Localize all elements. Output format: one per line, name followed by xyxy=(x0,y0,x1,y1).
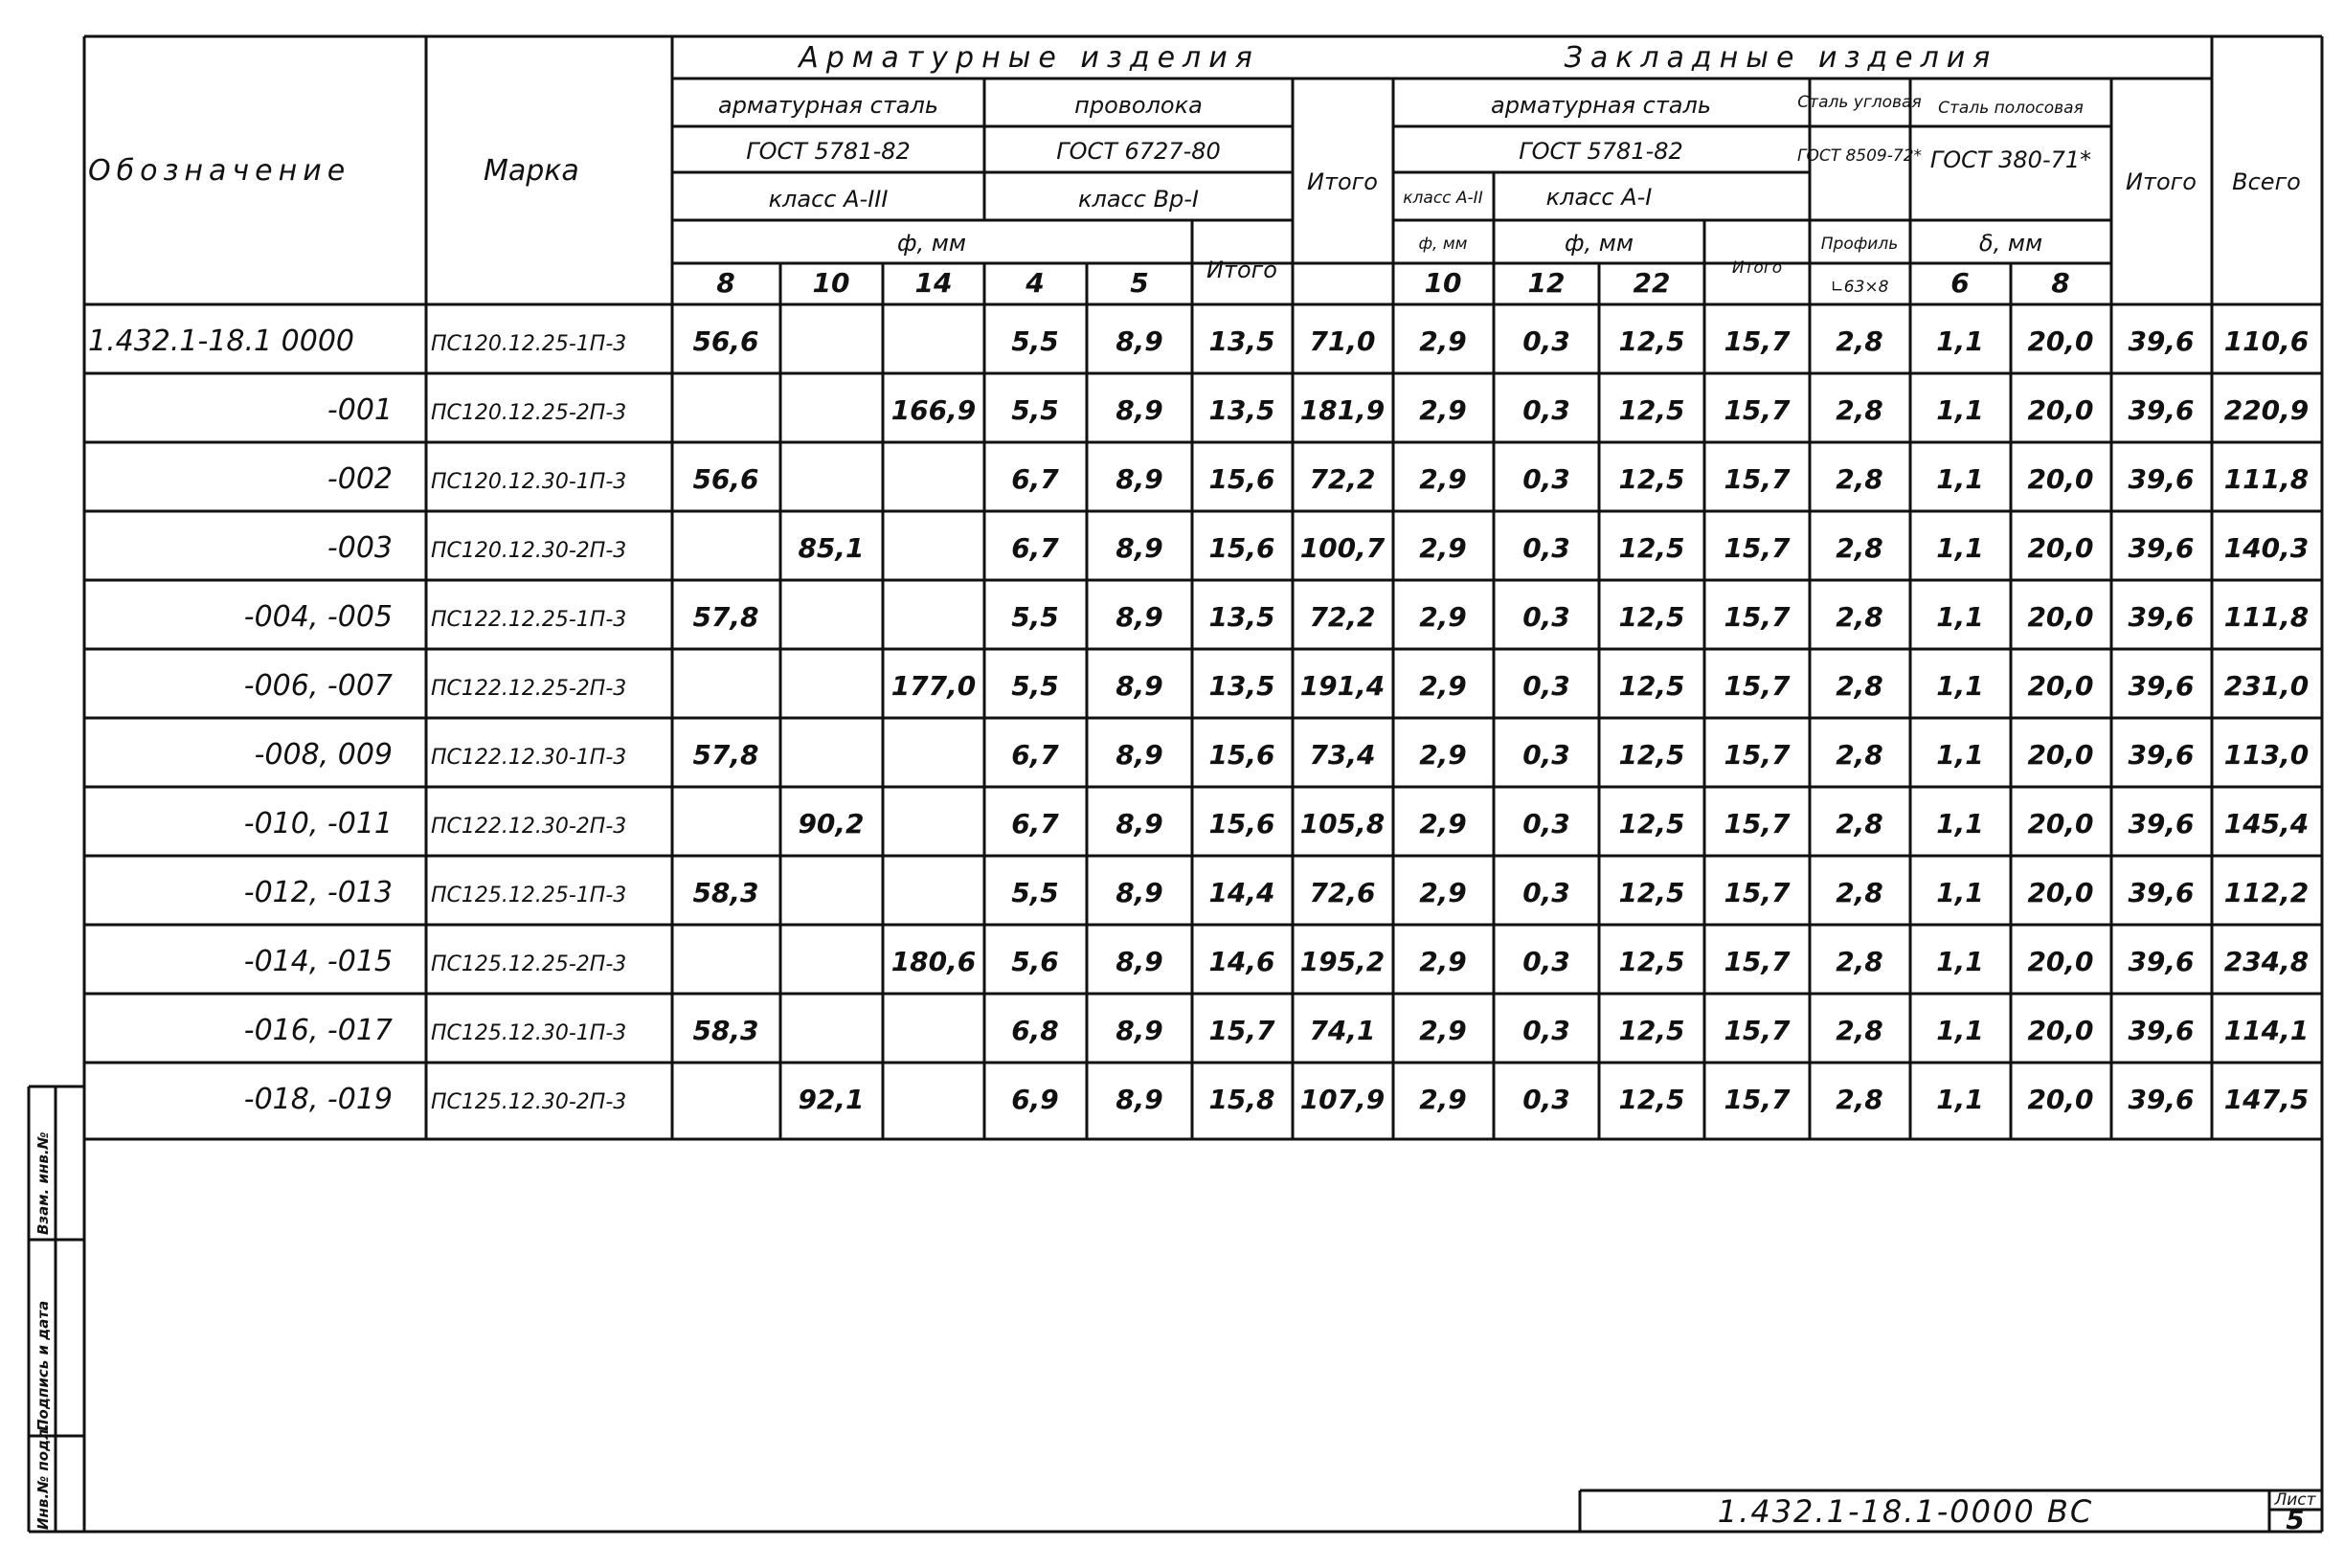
row-cell: 8,9 xyxy=(1116,463,1163,495)
row-cell: 2,8 xyxy=(1836,670,1883,702)
row-mark: ПС120.12.25-2П-3 xyxy=(431,401,627,425)
row-cell: 0,3 xyxy=(1522,808,1570,840)
row-cell: 5,5 xyxy=(1011,394,1059,426)
header-dia-14: 14 xyxy=(914,267,953,299)
row-cell: 20,0 xyxy=(2027,808,2094,840)
header-dia-10: 10 xyxy=(812,267,850,299)
row-cell: 15,7 xyxy=(1724,877,1791,908)
row-cell: 1,1 xyxy=(1936,463,1984,495)
row-cell: 2,9 xyxy=(1419,1015,1467,1046)
row-mark: ПС122.12.25-2П-3 xyxy=(431,677,627,701)
row-cell: 2,8 xyxy=(1836,394,1883,426)
table-row xyxy=(244,600,2310,634)
row-cell: 1,1 xyxy=(1936,394,1984,426)
header-strip-steel: Сталь полосовая xyxy=(1938,99,2084,118)
frame xyxy=(29,36,2322,1532)
row-cell: 8,9 xyxy=(1116,670,1163,702)
row-cell: 57,8 xyxy=(692,601,759,633)
row-cell: 15,7 xyxy=(1724,1015,1791,1046)
row-cell: 1,1 xyxy=(1936,946,1984,977)
row-cell: 56,6 xyxy=(692,325,759,357)
row-cell: 12,5 xyxy=(1618,808,1685,840)
row-cell: 39,6 xyxy=(2128,877,2195,908)
row-cell: 15,7 xyxy=(1724,601,1791,633)
header-emb-total: Итого xyxy=(2126,168,2197,195)
header-armature-group: Арматурные изделия xyxy=(799,41,1260,75)
row-cell: 2,8 xyxy=(1836,946,1883,977)
header-emb-arm-gost: ГОСТ 5781-82 xyxy=(1519,138,1683,165)
row-cell: 2,9 xyxy=(1419,670,1467,702)
row-cell: 6,7 xyxy=(1011,463,1059,495)
row-cell: 39,6 xyxy=(2128,670,2195,702)
row-cell: 74,1 xyxy=(1309,1015,1376,1046)
row-cell: 1,1 xyxy=(1936,532,1984,564)
row-cell: 20,0 xyxy=(2027,670,2094,702)
row-designation: -012, -013 xyxy=(243,876,393,909)
header-emb-dia-10: 10 xyxy=(1424,267,1462,299)
row-designation: -016, -017 xyxy=(243,1014,393,1047)
row-cell: 12,5 xyxy=(1618,670,1685,702)
row-cell: 5,5 xyxy=(1011,325,1059,357)
row-cell: 13,5 xyxy=(1208,601,1275,633)
row-mark: ПС120.12.25-1П-3 xyxy=(431,332,627,356)
row-mark: ПС120.12.30-1П-3 xyxy=(431,470,627,494)
row-cell: 12,5 xyxy=(1618,325,1685,357)
header-angle-steel: Сталь угловая xyxy=(1797,93,1922,112)
row-cell: 12,5 xyxy=(1618,1015,1685,1046)
row-cell: 12,5 xyxy=(1618,532,1685,564)
header-emb-diameter-1: ф, мм xyxy=(1418,235,1468,254)
row-cell: 57,8 xyxy=(692,739,759,771)
row-cell: 6,8 xyxy=(1011,1015,1059,1046)
table-row xyxy=(244,1083,2310,1116)
row-cell: 1,1 xyxy=(1936,670,1984,702)
header-dia-5: 5 xyxy=(1130,267,1149,299)
row-cell: 2,8 xyxy=(1836,463,1883,495)
row-cell: 90,2 xyxy=(798,808,865,840)
row-cell: 12,5 xyxy=(1618,739,1685,771)
row-cell: 1,1 xyxy=(1936,1084,1984,1115)
row-cell: 195,2 xyxy=(1299,946,1386,977)
row-cell: 8,9 xyxy=(1116,739,1163,771)
header-grid xyxy=(84,36,2322,1139)
row-cell: 85,1 xyxy=(798,532,865,564)
table-row xyxy=(244,876,2310,909)
row-cell: 58,3 xyxy=(692,877,759,908)
row-cell: 20,0 xyxy=(2027,877,2094,908)
header-arm-wire-total: Итого xyxy=(1206,257,1277,283)
row-cell: 1,1 xyxy=(1936,601,1984,633)
row-cell: 0,3 xyxy=(1522,532,1570,564)
row-cell: 58,3 xyxy=(692,1015,759,1046)
table-row xyxy=(244,669,2310,703)
table-row xyxy=(255,738,2310,772)
row-cell: 0,3 xyxy=(1522,877,1570,908)
row-cell: 39,6 xyxy=(2128,1084,2195,1115)
row-cell: 2,8 xyxy=(1836,532,1883,564)
header-dia-4: 4 xyxy=(1026,267,1045,299)
row-cell: 20,0 xyxy=(2027,601,2094,633)
header-wire-gost: ГОСТ 6727-80 xyxy=(1056,138,1221,165)
header-wire-class: класс Вр-I xyxy=(1078,186,1199,213)
row-cell: 20,0 xyxy=(2027,463,2094,495)
side-stamp-dup-inv: Взам. инв.№ xyxy=(34,1131,52,1235)
row-cell: 2,9 xyxy=(1419,325,1467,357)
header-strip-gost: ГОСТ 380-71* xyxy=(1929,146,2092,173)
row-cell: 0,3 xyxy=(1522,463,1570,495)
row-cell: 6,7 xyxy=(1011,532,1059,564)
row-cell: 2,9 xyxy=(1419,394,1467,426)
row-cell: 5,5 xyxy=(1011,670,1059,702)
row-designation: -001 xyxy=(327,393,393,427)
header-arm-diameter: ф, мм xyxy=(897,230,966,257)
header-mark: Марка xyxy=(484,154,579,188)
row-cell: 39,6 xyxy=(2128,808,2195,840)
row-designation: -006, -007 xyxy=(243,669,393,703)
row-cell: 12,5 xyxy=(1618,877,1685,908)
row-cell: 15,7 xyxy=(1724,394,1791,426)
header-emb-diameter-2: ф, мм xyxy=(1565,230,1634,257)
header-emb-class-1: класс А-I xyxy=(1545,184,1653,211)
row-cell: 12,5 xyxy=(1618,946,1685,977)
row-cell: 231,0 xyxy=(2223,670,2310,702)
row-cell: 12,5 xyxy=(1618,601,1685,633)
row-cell: 15,7 xyxy=(1724,463,1791,495)
row-cell: 107,9 xyxy=(1299,1084,1386,1115)
row-cell: 8,9 xyxy=(1116,325,1163,357)
row-cell: 39,6 xyxy=(2128,946,2195,977)
side-stamp-orig-inv: Инв.№ подл. xyxy=(34,1423,52,1530)
row-cell: 8,9 xyxy=(1116,946,1163,977)
row-cell: 191,4 xyxy=(1299,670,1386,702)
document-code: 1.432.1-18.1-0000 ВС xyxy=(1717,1493,2094,1530)
row-cell: 0,3 xyxy=(1522,739,1570,771)
row-cell: 39,6 xyxy=(2128,739,2195,771)
row-mark: ПС122.12.25-1П-3 xyxy=(431,608,627,632)
row-cell: 0,3 xyxy=(1522,1015,1570,1046)
row-cell: 15,6 xyxy=(1208,739,1275,771)
body-grid xyxy=(84,373,2322,1139)
row-cell: 8,9 xyxy=(1116,532,1163,564)
row-designation: -003 xyxy=(327,531,393,565)
header-strip-8: 8 xyxy=(2051,267,2070,299)
row-cell: 92,1 xyxy=(798,1084,865,1115)
row-cell: 180,6 xyxy=(890,946,977,977)
header-arm-steel-gost: ГОСТ 5781-82 xyxy=(746,138,911,165)
row-cell: 147,5 xyxy=(2223,1084,2310,1115)
row-cell: 114,1 xyxy=(2223,1015,2310,1046)
row-cell: 39,6 xyxy=(2128,601,2195,633)
row-cell: 110,6 xyxy=(2223,325,2310,357)
row-cell: 1,1 xyxy=(1936,325,1984,357)
row-cell: 8,9 xyxy=(1116,877,1163,908)
header-designation: Обозначение xyxy=(88,154,351,188)
row-cell: 8,9 xyxy=(1116,601,1163,633)
row-mark: ПС125.12.30-2П-3 xyxy=(431,1090,627,1114)
row-cell: 0,3 xyxy=(1522,670,1570,702)
header-grand-total: Всего xyxy=(2232,168,2301,195)
row-cell: 15,7 xyxy=(1724,670,1791,702)
row-cell: 20,0 xyxy=(2027,325,2094,357)
row-cell: 12,5 xyxy=(1618,1084,1685,1115)
row-cell: 56,6 xyxy=(692,463,759,495)
header-angle-gost: ГОСТ 8509-72* xyxy=(1796,146,1923,166)
row-cell: 13,5 xyxy=(1208,670,1275,702)
row-cell: 15,6 xyxy=(1208,808,1275,840)
row-cell: 1,1 xyxy=(1936,877,1984,908)
row-mark: ПС125.12.30-1П-3 xyxy=(431,1021,627,1045)
row-mark: ПС120.12.30-2П-3 xyxy=(431,539,627,563)
row-cell: 15,7 xyxy=(1724,946,1791,977)
row-cell: 2,8 xyxy=(1836,808,1883,840)
row-cell: 15,7 xyxy=(1724,532,1791,564)
row-cell: 39,6 xyxy=(2128,532,2195,564)
row-cell: 15,7 xyxy=(1724,1084,1791,1115)
row-cell: 113,0 xyxy=(2223,739,2310,771)
row-designation: 1.432.1-18.1 0000 xyxy=(88,325,355,358)
row-cell: 20,0 xyxy=(2027,739,2094,771)
row-cell: 145,4 xyxy=(2223,808,2310,840)
row-cell: 2,9 xyxy=(1419,463,1467,495)
row-designation: -008, 009 xyxy=(254,738,393,772)
row-mark: ПС122.12.30-1П-3 xyxy=(431,746,627,770)
row-cell: 12,5 xyxy=(1618,463,1685,495)
row-designation: -018, -019 xyxy=(243,1083,393,1116)
row-mark: ПС125.12.25-2П-3 xyxy=(431,952,627,976)
header-emb-dia-22: 22 xyxy=(1633,267,1671,299)
row-cell: 1,1 xyxy=(1936,739,1984,771)
row-designation: -002 xyxy=(327,462,393,496)
header-emb-arm-steel: арматурная сталь xyxy=(1490,92,1712,119)
header-strip-thickness: δ, мм xyxy=(1978,230,2043,257)
row-mark: ПС125.12.25-1П-3 xyxy=(431,884,627,907)
row-cell: 2,8 xyxy=(1836,1015,1883,1046)
header-dia-8: 8 xyxy=(716,267,735,299)
row-cell: 1,1 xyxy=(1936,808,1984,840)
row-cell: 8,9 xyxy=(1116,394,1163,426)
title-block xyxy=(1580,1490,2322,1535)
row-cell: 2,8 xyxy=(1836,739,1883,771)
header-emb-dia-12: 12 xyxy=(1527,267,1566,299)
row-cell: 234,8 xyxy=(2223,946,2310,977)
row-cell: 39,6 xyxy=(2128,394,2195,426)
row-cell: 8,9 xyxy=(1116,808,1163,840)
row-cell: 181,9 xyxy=(1299,394,1386,426)
row-cell: 0,3 xyxy=(1522,946,1570,977)
row-cell: 72,2 xyxy=(1309,601,1376,633)
row-cell: 2,9 xyxy=(1419,1084,1467,1115)
row-cell: 6,9 xyxy=(1011,1084,1059,1115)
header-embedded-group: Закладные изделия xyxy=(1564,41,1998,75)
row-cell: 8,9 xyxy=(1116,1015,1163,1046)
row-cell: 220,9 xyxy=(2223,394,2310,426)
row-cell: 2,9 xyxy=(1419,808,1467,840)
row-cell: 111,8 xyxy=(2223,463,2310,495)
row-cell: 20,0 xyxy=(2027,946,2094,977)
row-cell: 15,7 xyxy=(1208,1015,1275,1046)
row-cell: 0,3 xyxy=(1522,325,1570,357)
row-cell: 8,9 xyxy=(1116,1084,1163,1115)
row-cell: 20,0 xyxy=(2027,1084,2094,1115)
row-cell: 39,6 xyxy=(2128,325,2195,357)
row-cell: 14,4 xyxy=(1208,877,1275,908)
row-cell: 166,9 xyxy=(890,394,977,426)
row-cell: 2,8 xyxy=(1836,601,1883,633)
row-cell: 2,8 xyxy=(1836,877,1883,908)
side-stamp-sign-date: Подпись и дата xyxy=(34,1300,52,1431)
table-row xyxy=(244,807,2310,840)
row-mark: ПС122.12.30-2П-3 xyxy=(431,815,627,839)
row-cell: 13,5 xyxy=(1208,394,1275,426)
sheet-number: 5 xyxy=(2286,1504,2305,1535)
row-cell: 12,5 xyxy=(1618,394,1685,426)
header-emb-class-2: класс А-II xyxy=(1403,189,1483,208)
row-designation: -014, -015 xyxy=(243,945,393,978)
header-emb-subtotal: Итого xyxy=(1731,258,1783,278)
row-cell: 2,9 xyxy=(1419,877,1467,908)
row-cell: 20,0 xyxy=(2027,1015,2094,1046)
row-cell: 2,9 xyxy=(1419,532,1467,564)
side-stamp xyxy=(29,1086,84,1532)
row-cell: 72,6 xyxy=(1309,877,1376,908)
row-cell: 39,6 xyxy=(2128,463,2195,495)
header-angle-size: ∟63×8 xyxy=(1830,278,1889,297)
row-cell: 177,0 xyxy=(890,670,977,702)
row-cell: 13,5 xyxy=(1208,325,1275,357)
table-row xyxy=(244,945,2310,978)
sheet-label: Лист xyxy=(2274,1490,2316,1510)
row-cell: 39,6 xyxy=(2128,1015,2195,1046)
row-cell: 6,7 xyxy=(1011,739,1059,771)
row-cell: 5,5 xyxy=(1011,877,1059,908)
row-cell: 1,1 xyxy=(1936,1015,1984,1046)
row-cell: 2,8 xyxy=(1836,1084,1883,1115)
row-cell: 14,6 xyxy=(1208,946,1275,977)
row-cell: 20,0 xyxy=(2027,394,2094,426)
row-cell: 15,7 xyxy=(1724,739,1791,771)
row-cell: 20,0 xyxy=(2027,532,2094,564)
header-arm-group-total: Итого xyxy=(1307,168,1378,195)
header-arm-steel: арматурная сталь xyxy=(717,92,939,119)
row-cell: 5,5 xyxy=(1011,601,1059,633)
row-cell: 0,3 xyxy=(1522,601,1570,633)
row-cell: 15,6 xyxy=(1208,463,1275,495)
row-cell: 100,7 xyxy=(1299,532,1386,564)
table-row xyxy=(244,1014,2310,1047)
row-designation: -004, -005 xyxy=(243,600,393,634)
row-cell: 2,9 xyxy=(1419,946,1467,977)
row-cell: 2,9 xyxy=(1419,739,1467,771)
row-cell: 15,6 xyxy=(1208,532,1275,564)
row-cell: 15,7 xyxy=(1724,325,1791,357)
row-cell: 2,9 xyxy=(1419,601,1467,633)
row-cell: 2,8 xyxy=(1836,325,1883,357)
row-cell: 112,2 xyxy=(2223,877,2310,908)
row-cell: 6,7 xyxy=(1011,808,1059,840)
row-cell: 71,0 xyxy=(1309,325,1376,357)
header-angle-profile: Профиль xyxy=(1820,235,1899,254)
header-wire: проволока xyxy=(1074,92,1203,119)
row-cell: 105,8 xyxy=(1299,808,1386,840)
header-strip-6: 6 xyxy=(1950,267,1970,299)
row-cell: 73,4 xyxy=(1309,739,1376,771)
row-cell: 15,8 xyxy=(1208,1084,1275,1115)
row-cell: 0,3 xyxy=(1522,394,1570,426)
table-row xyxy=(88,325,2309,358)
row-cell: 140,3 xyxy=(2223,532,2310,564)
row-cell: 15,7 xyxy=(1724,808,1791,840)
row-cell: 0,3 xyxy=(1522,1084,1570,1115)
row-cell: 111,8 xyxy=(2223,601,2310,633)
row-cell: 72,2 xyxy=(1309,463,1376,495)
row-designation: -010, -011 xyxy=(243,807,393,840)
row-cell: 5,6 xyxy=(1011,946,1059,977)
header-arm-steel-class: класс А-III xyxy=(768,186,889,213)
